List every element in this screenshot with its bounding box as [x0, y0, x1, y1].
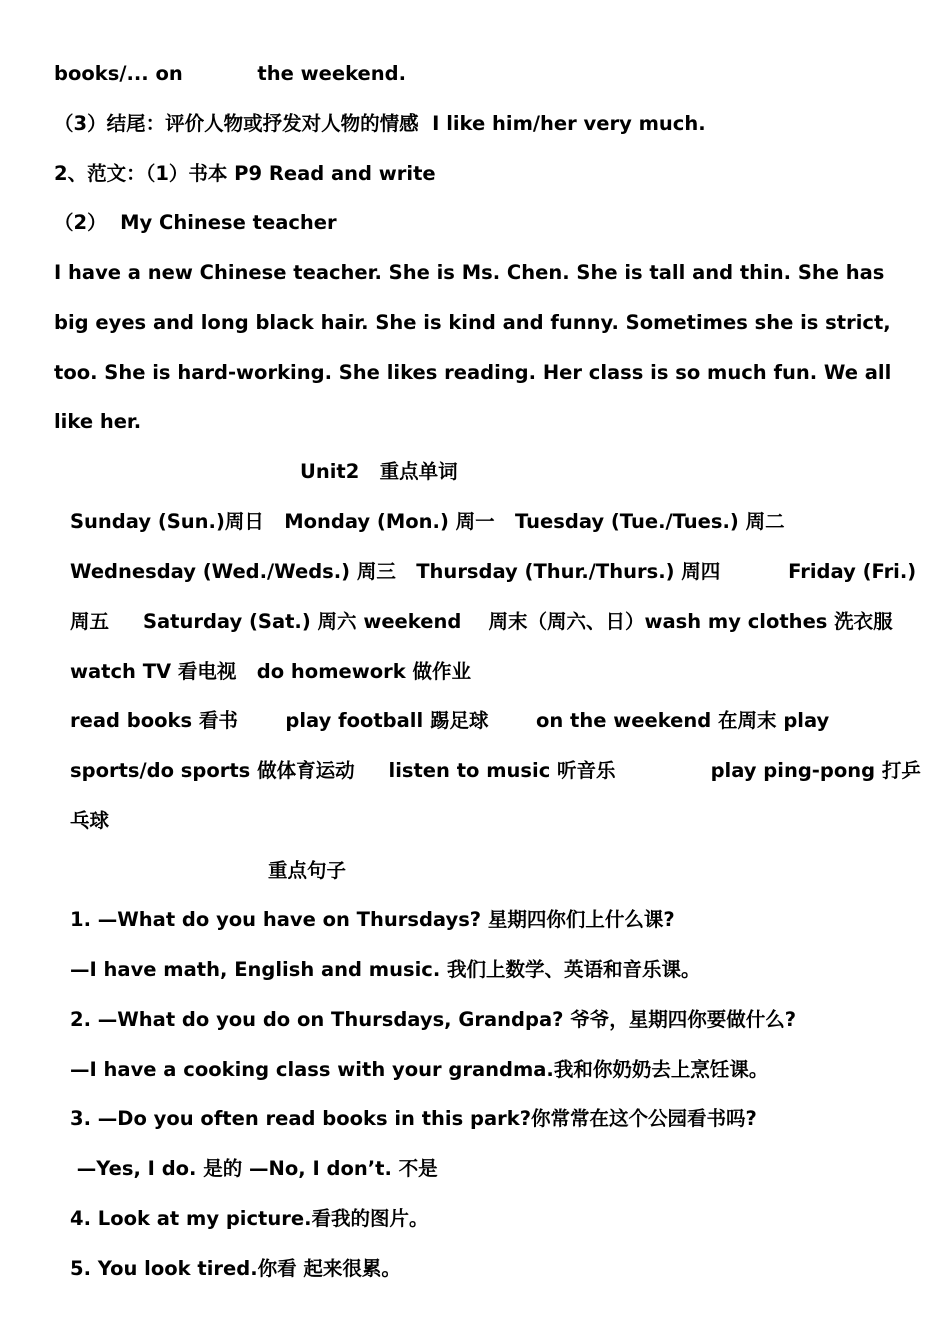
- unit2-title: Unit2 重点单词: [300, 460, 458, 483]
- sentences-title: 重点句子: [268, 859, 347, 882]
- word-line-2: Wednesday (Wed./Weds.) 周三 Thursday (Thur./Thurs.) 周四 Friday (Fri.): [70, 560, 917, 583]
- word-line-6: sports/do sports 做体育运动 listen to music 听音乐 play ping-pong 打乒: [70, 759, 921, 782]
- sentence-line-2: —I have math, English and music. 我们上数学、英语和音乐课。: [70, 958, 701, 981]
- sentence-line-5: 3. —Do you often read books in this park?你常常在这个公园看书吗?: [70, 1107, 757, 1130]
- sentence-line-3: 2. —What do you do on Thursdays, Grandpa? 爷爷，星期四你要做什么?: [70, 1008, 797, 1031]
- sentence-line-1: 1. —What do you have on Thursdays? 星期四你们上什么课?: [70, 908, 675, 931]
- word-line-3: 周五 Saturday (Sat.) 周六 weekend 周末（周六、日）wash my clothes 洗衣服: [70, 610, 893, 633]
- word-line-7: 乓球: [70, 809, 110, 832]
- intro-line-4: （2） My Chinese teacher: [54, 211, 337, 234]
- word-line-5: read books 看书 play football 踢足球 on the weekend 在周末 play: [70, 709, 830, 732]
- sentence-line-6: —Yes, I do. 是的 —No, I don’t. 不是: [70, 1157, 438, 1180]
- sentence-line-8: 5. You look tired.你看 起来很累。: [70, 1257, 401, 1280]
- sentence-line-7: 4. Look at my picture.看我的图片。: [70, 1207, 429, 1230]
- intro-line-3: 2、范文：（1）书本 P9 Read and write: [54, 162, 436, 185]
- sample-essay: I have a new Chinese teacher. She is Ms. Chen. She is tall and thin. She has big eyes and long black hair. She is kind and funny. Sometimes she is strict, too. She is hard-working. She likes reading. Her class is so much fun. We all like her.: [54, 261, 892, 434]
- word-line-1: Sunday (Sun.)周日 Monday (Mon.) 周一 Tuesday (Tue./Tues.) 周二: [70, 510, 785, 533]
- intro-line-1: books/... on the weekend.: [54, 62, 407, 85]
- sentence-line-4: —I have a cooking class with your grandma.我和你奶奶去上烹饪课。: [70, 1058, 769, 1081]
- intro-line-2: （3）结尾：评价人物或抒发对人物的情感 I like him/her very much.: [54, 112, 706, 135]
- word-line-4: watch TV 看电视 do homework 做作业: [70, 660, 472, 683]
